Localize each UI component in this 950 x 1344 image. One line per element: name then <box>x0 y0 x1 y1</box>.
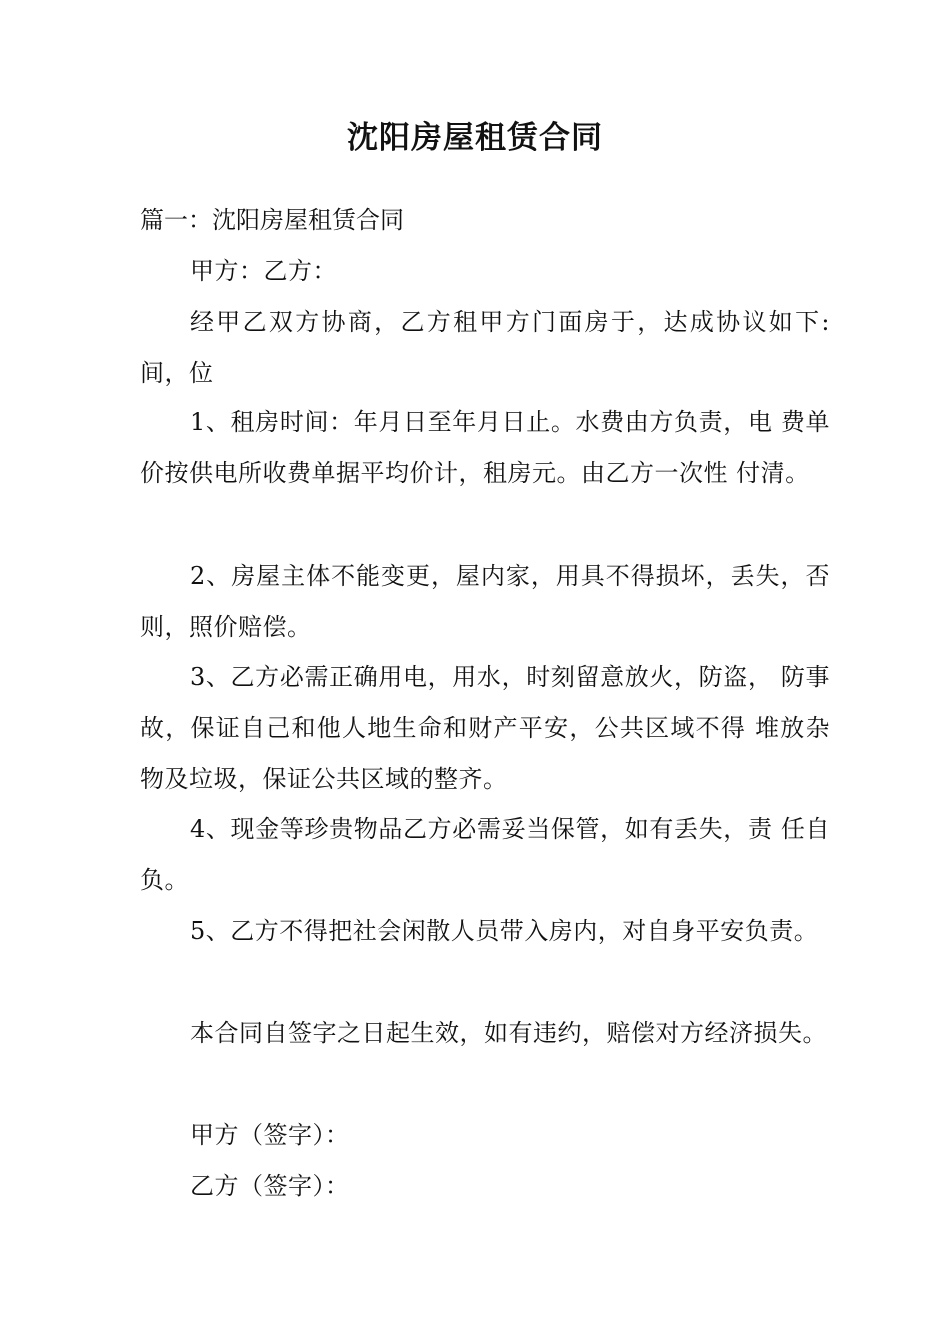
clause-5: 5、乙方不得把社会闲散人员带入房内，对自身平安负责。 <box>190 917 819 945</box>
signature-party-b: 乙方（签字）： <box>190 1172 350 1200</box>
clause-3: 3、乙方必需正确用电，用水，时刻留意放火，防盗， 防事故，保证自己和他人地生命和财产平安，公共区域不得 堆放杂物及垃圾，保证公共区域的整齐。 <box>140 663 830 793</box>
effective-clause: 本合同自签字之日起生效，如有违约，赔偿对方经济损失。 <box>190 1019 827 1047</box>
document-title: 沈阳房屋租赁合同 <box>347 120 603 156</box>
clause-4: 4、现金等珍贵物品乙方必需妥当保管，如有丢失，责 任自负。 <box>140 815 830 894</box>
parties-line: 甲方：乙方： <box>190 257 337 285</box>
intro-paragraph: 经甲乙双方协商，乙方租甲方门面房于，达成协议如下:间，位 <box>140 308 830 387</box>
clause-1: 1、租房时间：年月日至年月日止。水费由方负责，电 费单价按供电所收费单据平均价计，租房元。由乙方一次性 付清。 <box>140 408 830 487</box>
clause-2: 2、房屋主体不能变更，屋内家，用具不得损坏，丢失，否则，照价赔偿。 <box>140 562 830 641</box>
section-heading: 篇一：沈阳房屋租赁合同 <box>140 206 404 234</box>
signature-party-a: 甲方（签字）： <box>190 1121 350 1149</box>
